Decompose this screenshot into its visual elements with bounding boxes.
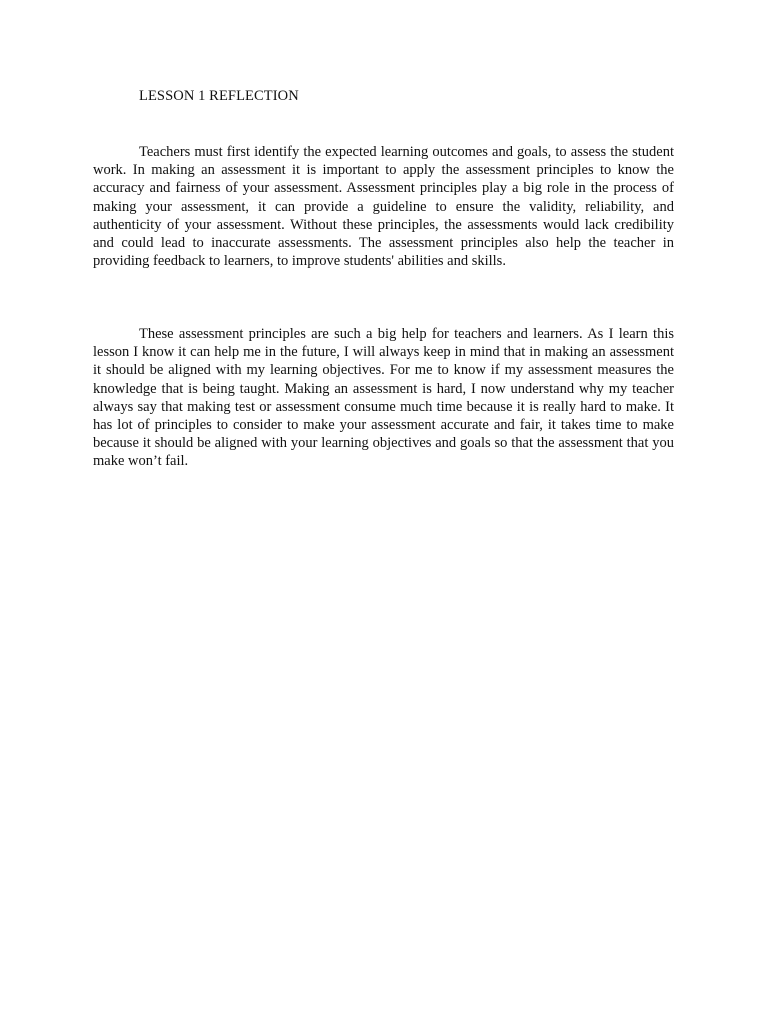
document-title: LESSON 1 REFLECTION — [139, 88, 299, 104]
paragraph-2: These assessment principles are such a big help for teachers and learners. As I learn this lesson I know it can help me in the future, I will always keep in mind that in making an assessment it should be aligned with my learning objectives. For me to know if my assessment measures the knowledge that is being taught. Making an assessment is hard, I now understand why my teacher always say that making test or assessment consume much time because it is really hard to make. It has lot of principles to consider to make your assessment accurate and fair, it takes time to make because it should be aligned with your learning objectives and goals so that the assessment that you make won’t fail. — [93, 326, 674, 470]
paragraph-1: Teachers must first identify the expected learning outcomes and goals, to assess the student work. In making an assessment it is important to apply the assessment principles to know the accuracy and fairness of your assessment. Assessment principles play a big role in the process of making your assessment, it can provide a guideline to ensure the validity, reliability, and authenticity of your assessment. Without these principles, the assessments would lack credibility and could lead to inaccurate assessments. The assessment principles also help the teacher in providing feedback to learners, to improve students' abilities and skills. — [93, 144, 674, 270]
